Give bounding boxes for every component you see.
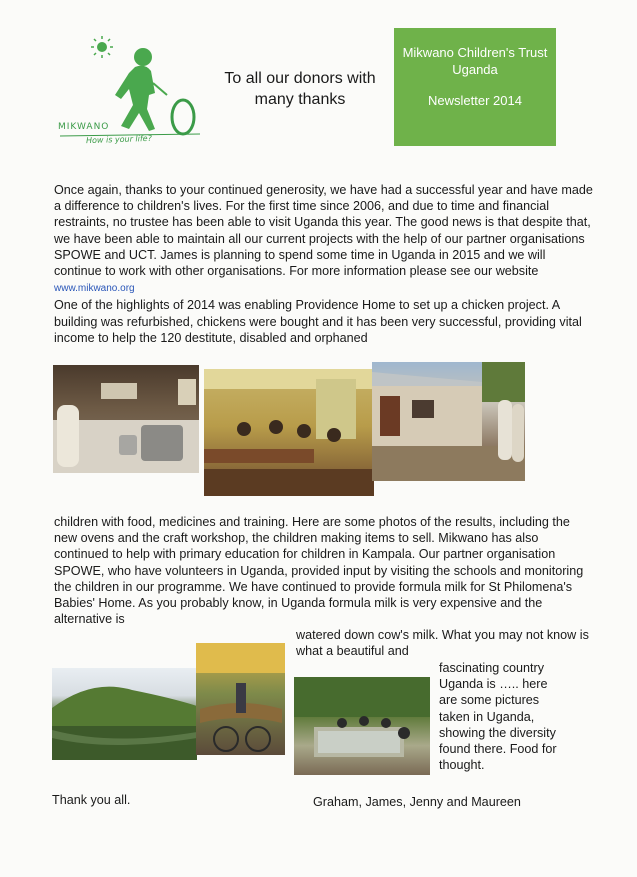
building-scene-icon bbox=[372, 362, 525, 481]
photo-landscape bbox=[52, 668, 197, 760]
greeting-heading: To all our donors with many thanks bbox=[224, 70, 376, 108]
trust-name: Mikwano Children's Trust Uganda bbox=[402, 45, 548, 77]
update-paragraph: children with food, medicines and training. Here are some photos of the results, including the new ovens and the craft workshop, the children making items to sell. Mikwano has also continued to help with primary education for children in Kampala. Our partner organisation SPOWE, who have volunteers in Uganda, provided input by visiting the schools and monitoring the children in our programme. We have continued to provide formula milk for St Philomena's Babies' Home. As you probably know, in Uganda formula milk is very expensive and the alternative is bbox=[54, 515, 584, 627]
water-scene-icon bbox=[294, 677, 430, 775]
bicycle-scene-icon bbox=[196, 643, 285, 755]
kitchen-scene-icon bbox=[53, 365, 199, 473]
logo-tagline: How is your life? bbox=[85, 133, 153, 146]
hill-landscape-icon bbox=[52, 668, 197, 760]
photo-chicken-house bbox=[372, 362, 525, 481]
signature: Graham, James, Jenny and Maureen bbox=[313, 795, 521, 809]
newsletter-year: Newsletter 2014 bbox=[428, 93, 522, 108]
photo-craft-workshop bbox=[204, 369, 374, 496]
uganda-paragraph: fascinating country Uganda is ….. here are some pictures taken in Uganda, showing the diversity found there. Food for thought. bbox=[439, 661, 557, 773]
intro-paragraph bbox=[54, 182, 594, 346]
classroom-scene-icon bbox=[204, 369, 374, 496]
photo-bicycle-baskets bbox=[196, 643, 285, 755]
update-paragraph-continued: watered down cow's milk. What you may not know is what a beautiful and bbox=[296, 628, 589, 659]
logo-text: MIKWANO bbox=[58, 122, 110, 132]
thanks-text: Thank you all. bbox=[52, 793, 131, 807]
photo-ovens bbox=[53, 365, 199, 473]
photo-water-source bbox=[294, 677, 430, 775]
newsletter-title-box bbox=[394, 28, 556, 146]
highlight-text: One of the highlights of 2014 was enabling Providence Home to set up a chicken project. A building was refurbished, chickens were bought and it has been very successful, providing vital income to help the 120 destitute, disabled and orphaned bbox=[54, 298, 582, 345]
website-link[interactable]: www.mikwano.org bbox=[54, 283, 135, 295]
intro-text: Once again, thanks to your continued generosity, we have had a successful year and have made a difference to children's lives. For the first time since 2006, and due to time and financial restraints, no trustee has been able to visit Uganda this year. The good news is that despite that, we have been able to maintain all our current projects with the help of our partner organisations SPOWE and UCT. James is planning to spend some time in Uganda in 2015 and we will continue to work with other organisations. For more information please see our website bbox=[54, 183, 593, 279]
